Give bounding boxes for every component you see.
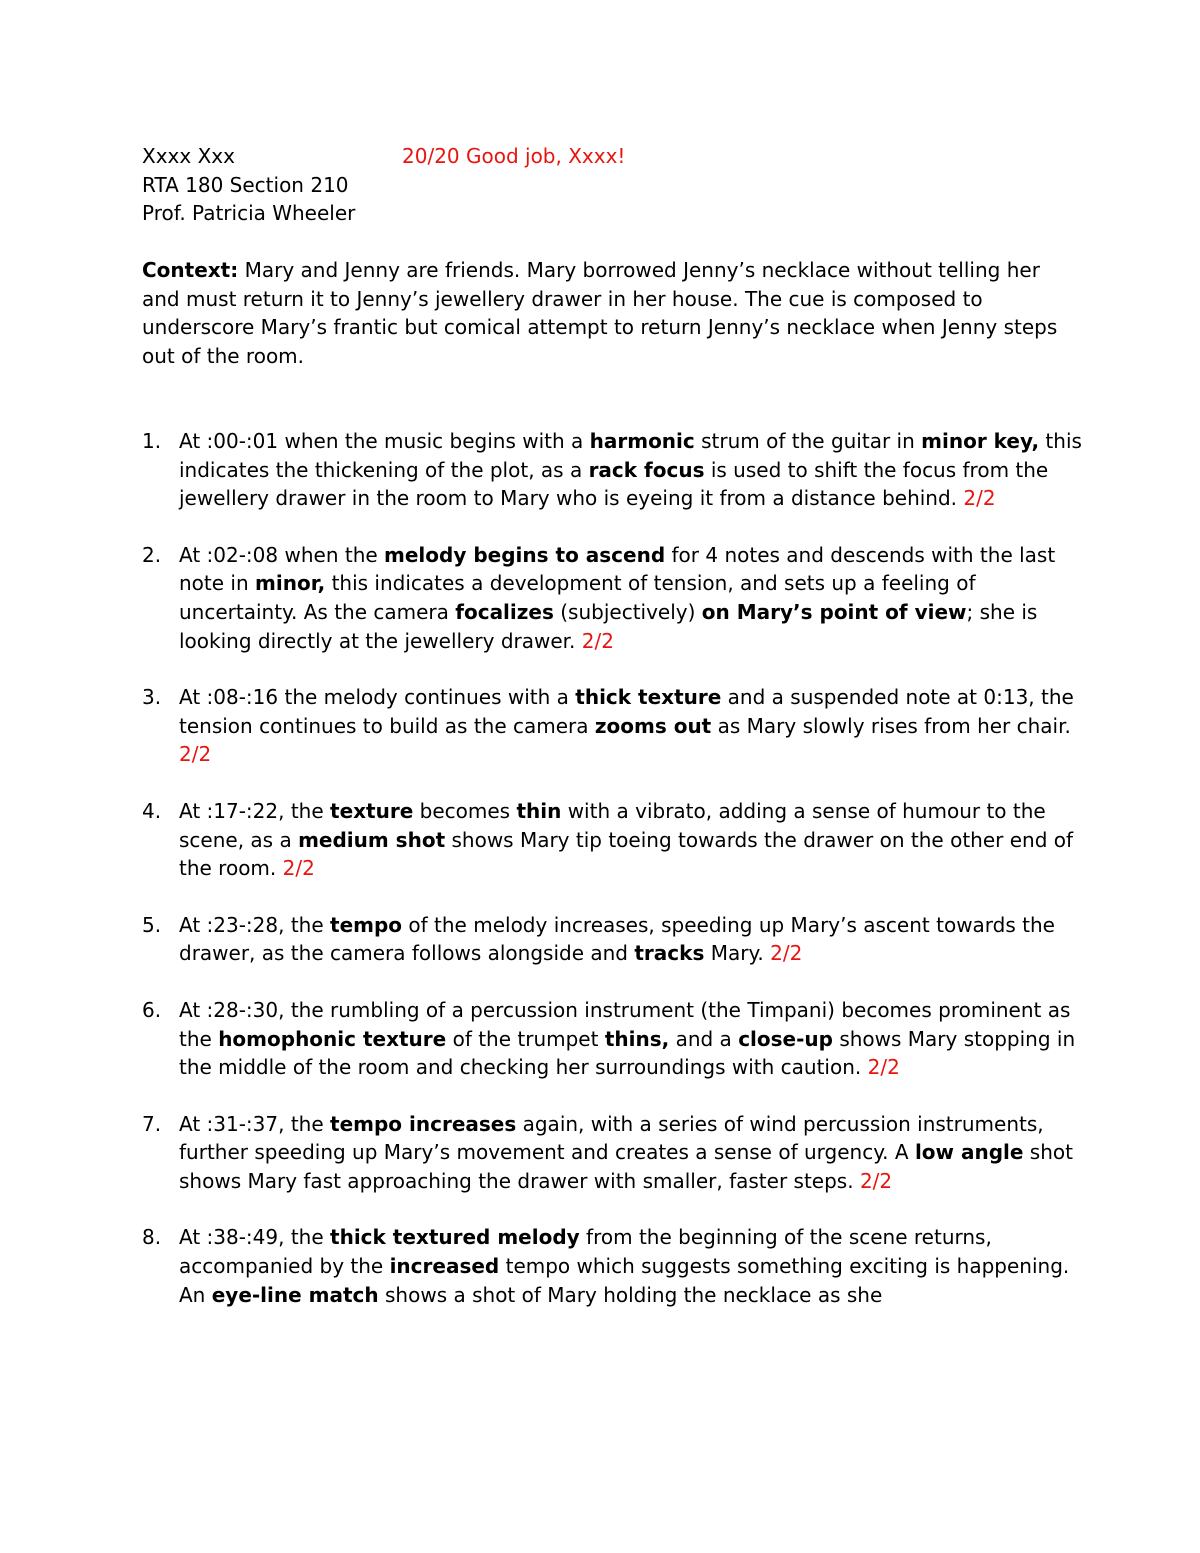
- bold-term: minor,: [255, 571, 326, 596]
- bold-term: zooms out: [594, 713, 712, 738]
- bold-term: on Mary’s point of view: [701, 599, 967, 624]
- list-item-number: 8.: [142, 1225, 162, 1250]
- list-item-number: 5.: [142, 912, 162, 937]
- bold-term: homophonic texture: [218, 1026, 447, 1051]
- item-text: of the trumpet: [446, 1026, 605, 1051]
- bold-term: rack focus: [588, 457, 705, 482]
- item-text: is used to shift the focus from the jewellery drawer in the room to Mary who is eyeing it from a distance behind.: [179, 457, 1049, 511]
- list-item-number: 4.: [142, 798, 162, 823]
- item-text: from the beginning of the scene returns, accompanied by the: [179, 1225, 992, 1279]
- context-paragraph: [142, 256, 1082, 371]
- list-item: [142, 797, 1082, 883]
- professor-name: Prof. Patricia Wheeler: [142, 201, 356, 225]
- bold-term: thick texture: [575, 685, 722, 710]
- item-text: becomes: [413, 798, 517, 823]
- item-score: 2/2: [867, 1055, 900, 1080]
- bold-term: thins,: [604, 1026, 670, 1051]
- header-block: [142, 142, 1082, 228]
- list-item-number: 6.: [142, 997, 162, 1022]
- item-text: At :02-:08 when the: [179, 542, 385, 567]
- analysis-list: [142, 427, 1082, 1337]
- item-text: and a suspended note at 0:13, the tension continues to build as the camera: [179, 685, 1074, 738]
- item-score: 2/2: [179, 742, 212, 767]
- item-text: for 4 notes and descends with the last note in: [179, 542, 1056, 596]
- item-text: shows Mary tip toeing towards the drawer on the other end of the room.: [179, 827, 1074, 881]
- bold-term: thin: [516, 798, 562, 823]
- item-text: (subjectively): [553, 599, 702, 624]
- context-label: Context:: [142, 258, 239, 282]
- list-item: [142, 541, 1082, 655]
- item-text: tempo which suggests something exciting is happening. An: [179, 1254, 1070, 1307]
- item-text: At :00-:01 when the music begins with a: [179, 429, 590, 453]
- item-text: ; she is looking directly at the jewellery drawer.: [179, 599, 1038, 653]
- list-item: [142, 911, 1082, 968]
- item-text: shot shows Mary fast approaching the drawer with smaller, faster steps.: [179, 1140, 1073, 1193]
- bold-term: harmonic: [589, 429, 695, 453]
- item-text: At :17-:22, the: [179, 798, 331, 823]
- item-text: At :08-:16 the melody continues with a: [179, 685, 576, 710]
- bold-term: thick textured melody: [330, 1225, 580, 1250]
- list-item-number: 7.: [142, 1111, 162, 1136]
- list-item: [142, 427, 1082, 513]
- item-score: 2/2: [282, 856, 315, 881]
- item-text: strum of the guitar in: [694, 429, 922, 453]
- list-item: [142, 996, 1082, 1082]
- bold-term: medium shot: [298, 827, 446, 852]
- list-item-number: 2.: [142, 542, 162, 567]
- item-text: this indicates the thickening of the plot, as a: [179, 429, 1082, 482]
- list-item: [142, 1223, 1082, 1309]
- bold-term: tracks: [634, 941, 705, 966]
- list-item-number: 3.: [142, 685, 162, 710]
- item-text: with a vibrato, adding a sense of humour to the scene, as a: [179, 798, 1046, 852]
- item-text: again, with a series of wind percussion instruments, further speeding up Mary’s movement and creates a sense of urgency. A: [179, 1111, 1044, 1165]
- item-text: At :28-:30, the rumbling of a percussion instrument (the Timpani) becomes prominent as the: [179, 997, 1071, 1051]
- item-text: Mary.: [704, 941, 771, 966]
- item-score: 2/2: [963, 486, 996, 511]
- bold-term: melody begins to ascend: [384, 542, 666, 567]
- bold-term: eye-line match: [211, 1282, 379, 1307]
- item-score: 2/2: [859, 1168, 893, 1193]
- context-text: Mary and Jenny are friends. Mary borrowed Jenny’s necklace without telling her and must return it to Jenny’s jewellery drawer in her house. The cue is composed to underscore Mary’s frantic but comical attempt to return Jenny’s necklace when Jenny steps out of the room.: [142, 258, 1058, 369]
- grade-note: 20/20 Good job, Xxxx!: [402, 144, 626, 168]
- item-text: At :38-:49, the: [179, 1225, 331, 1250]
- bold-term: low angle: [914, 1140, 1024, 1165]
- bold-term: minor key,: [921, 429, 1040, 453]
- item-text: as Mary slowly rises from her chair.: [711, 713, 1071, 738]
- list-item-number: 1.: [142, 429, 162, 453]
- bold-term: tempo: [330, 912, 403, 937]
- item-text: and a: [669, 1026, 739, 1051]
- item-score: 2/2: [770, 941, 803, 966]
- list-item: [142, 1110, 1082, 1196]
- bold-term: texture: [330, 798, 414, 823]
- bold-term: tempo increases: [330, 1111, 517, 1136]
- bold-term: close-up: [738, 1026, 833, 1051]
- bold-term: focalizes: [455, 599, 554, 624]
- item-text: shows Mary stopping in the middle of the room and checking her surroundings with caution.: [179, 1026, 1076, 1080]
- item-text: shows a shot of Mary holding the necklace as she: [378, 1282, 883, 1307]
- item-text: At :23-:28, the: [179, 912, 331, 937]
- student-name: Xxxx Xxx: [142, 144, 235, 168]
- bold-term: increased: [389, 1254, 500, 1279]
- item-text: this indicates a development of tension, and sets up a feeling of uncertainty. As the camera: [179, 571, 976, 624]
- item-text: of the melody increases, speeding up Mary’s ascent towards the drawer, as the camera follows alongside and: [179, 912, 1055, 966]
- course-name: RTA 180 Section 210: [142, 172, 349, 197]
- list-item: [142, 683, 1082, 769]
- item-score: 2/2: [581, 628, 614, 653]
- item-text: At :31-:37, the: [179, 1111, 331, 1136]
